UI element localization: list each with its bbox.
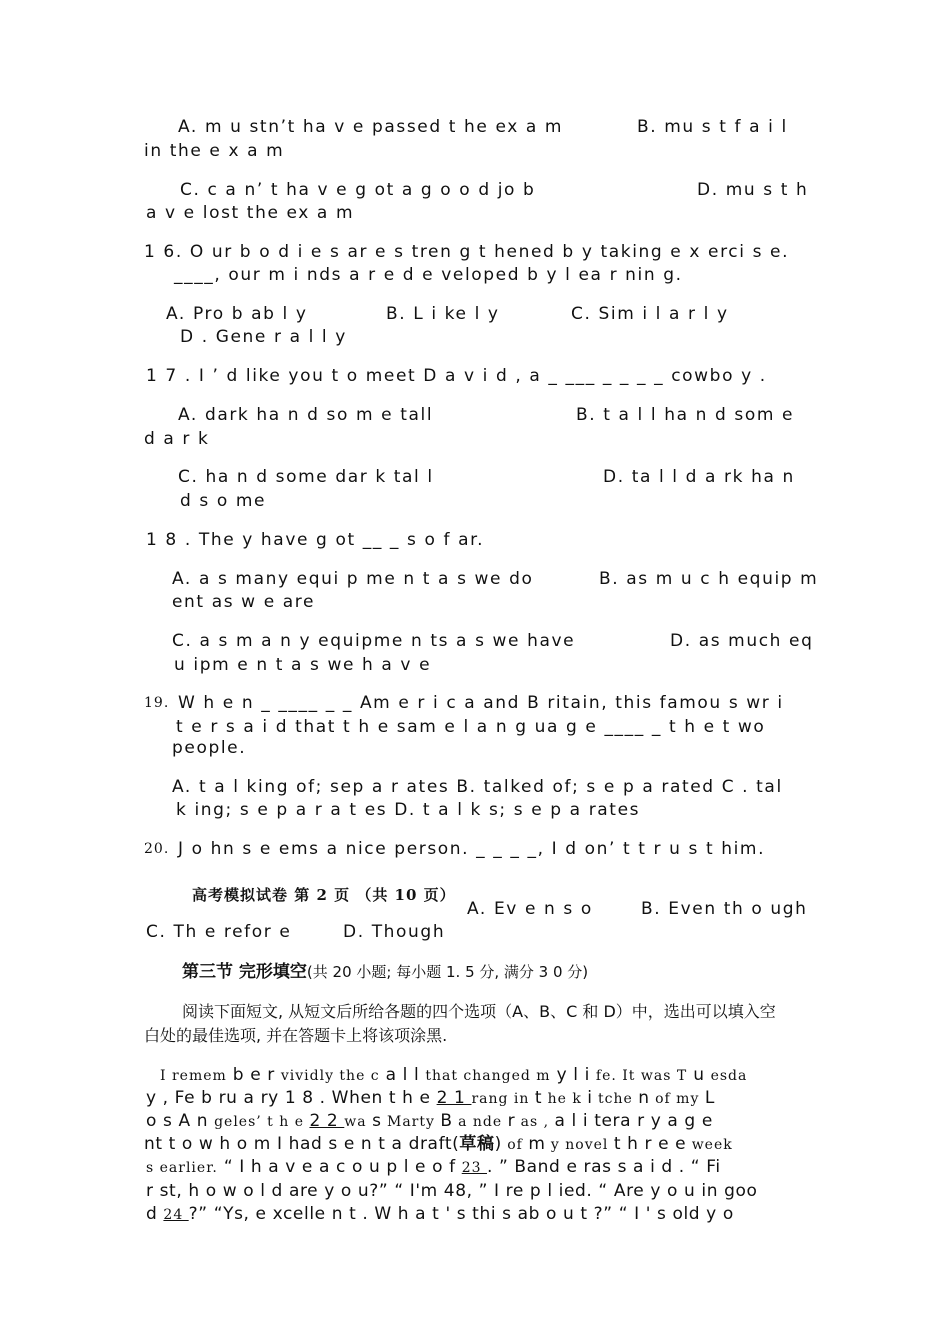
passage-line-1 xyxy=(160,1064,747,1087)
passage-text: b e r xyxy=(226,1065,281,1085)
q17-option-b: B. t a l l ha n d som e xyxy=(576,405,795,425)
instructions-line-1: 阅读下面短文, 从短文后所给各题的四个选项（A、B、C 和 D）中，选出可以填入空 xyxy=(182,1002,776,1021)
blank-24: 24 xyxy=(163,1207,189,1223)
q18-option-b: B. as m u c h equip m xyxy=(599,569,819,589)
passage-text: geles’ t h e xyxy=(214,1114,310,1130)
passage-line-3 xyxy=(146,1110,713,1133)
passage-text: he k xyxy=(542,1091,588,1107)
section-info: (共 20 小题; 每小题 1. 5 分, 满分 3 0 分) xyxy=(306,963,589,981)
passage-text: vividly the c xyxy=(280,1068,380,1084)
passage-text: s xyxy=(372,1111,382,1131)
passage-text: that changed m xyxy=(425,1068,551,1084)
q17-option-d: D. ta l l d a rk ha n xyxy=(603,467,795,487)
passage-text: o s A n xyxy=(146,1111,215,1131)
passage-text: nt t o w h o m I had s e n t a draft( xyxy=(144,1134,460,1154)
passage-text: t h r e e xyxy=(613,1134,687,1154)
passage-text: y , Fe b ru a ry 1 8 . When t h e xyxy=(146,1088,437,1108)
passage-text: t xyxy=(534,1088,543,1108)
q18-option-a: A. a s many equi p me n t a s we do xyxy=(172,569,534,589)
passage-text: wa xyxy=(344,1114,373,1130)
passage-text: i xyxy=(587,1088,593,1108)
passage-text: s earlier. xyxy=(146,1160,218,1176)
blank-22: 2 2 xyxy=(309,1111,345,1131)
q18-option-b-cont: ent as w e are xyxy=(172,592,316,612)
q16-option-c: C. Sim i l a r l y xyxy=(571,304,729,324)
passage-text: Marty xyxy=(381,1114,441,1130)
passage-line-7 xyxy=(146,1203,734,1226)
q16-option-d: D . Gene r a l l y xyxy=(180,327,347,347)
passage-text: ) xyxy=(494,1134,502,1154)
passage-text: y novel xyxy=(545,1137,614,1153)
passage-line-5 xyxy=(146,1156,721,1179)
q20-number: 20. xyxy=(144,841,170,857)
passage-text: m xyxy=(528,1134,546,1154)
passage-text: B xyxy=(440,1111,453,1131)
q15-option-b: B. mu s t f a i l xyxy=(637,117,788,137)
q18-option-d-cont: u ipm e n t a s we h a v e xyxy=(174,655,432,675)
page-footer: 高考模拟试卷 第 2 页 （共 10 页） xyxy=(192,886,456,904)
passage-text: esda xyxy=(710,1068,748,1084)
passage-text: d xyxy=(146,1204,164,1224)
q20-option-b: B. Even th o ugh xyxy=(641,899,808,919)
q17-option-a: A. dark ha n d so m e tall xyxy=(178,405,434,425)
passage-text: rang in xyxy=(471,1091,535,1107)
passage-text: n xyxy=(638,1088,650,1108)
section-title: 第三节 完形填空 xyxy=(182,962,307,982)
passage-text: fe. It was T xyxy=(595,1068,688,1084)
q17-option-d-cont: d s o me xyxy=(180,491,267,511)
passage-text: of my xyxy=(649,1091,705,1107)
q16-option-a: A. Pro b ab l y xyxy=(166,304,308,324)
q20-option-d: D. Though xyxy=(343,922,446,942)
q16-option-b: B. L i ke l y xyxy=(386,304,500,324)
q20-option-c: C. Th e refor e xyxy=(146,922,292,942)
q19-options: A. t a l king of; sep a r ates B. talked of; s e p a rated C . tal xyxy=(172,777,783,797)
passage-text: a l l xyxy=(379,1065,426,1085)
passage-line-2 xyxy=(146,1087,715,1110)
q19-options-cont: k ing; s e p a r a t es D. t a l k s; s e p a rates xyxy=(176,800,641,820)
passage-text: . ” Band e ras s a i d . “ Fi xyxy=(486,1157,721,1177)
passage-text: as , xyxy=(515,1114,555,1130)
section-heading xyxy=(182,961,588,983)
blank-21: 2 1 xyxy=(436,1088,472,1108)
q15-option-a: A. m u stn’t ha v e passed t he ex a m xyxy=(178,117,564,137)
q17-option-b-cont: d a r k xyxy=(144,429,210,449)
passage-text: a l i tera r y a g e xyxy=(554,1111,713,1131)
q15-option-c: C. c a n’ t ha v e g ot a g o o d jo b xyxy=(180,180,536,200)
q19-stem: W h e n _ ____ _ _ Am e r i c a and B ritain, this famou s wr i xyxy=(178,693,784,713)
passage-text: L xyxy=(704,1088,715,1108)
passage-text: “ I h a v e a c o u p l e o f xyxy=(217,1157,462,1177)
instructions-line-2: 白处的最佳选项, 并在答题卡上将该项涂黑. xyxy=(144,1026,448,1045)
passage-text: I remem xyxy=(160,1068,227,1084)
passage-text: a nde xyxy=(452,1114,508,1130)
passage-text: y l i xyxy=(550,1065,596,1085)
passage-text: tche xyxy=(592,1091,639,1107)
q16-stem: 1 6. O ur b o d i e s ar e s tren g t hened b y taking e x erci s e. xyxy=(144,242,790,262)
passage-text: of xyxy=(501,1137,529,1153)
q17-stem: 1 7 . I ’ d like you t o meet D a v i d , a _ ___ _ _ _ _ cowbo y . xyxy=(146,366,767,386)
q19-stem-cont: t e r s a i d that t h e sam e l a n g ua g e ____ _ t h e t wo xyxy=(176,717,766,737)
q19-number: 19. xyxy=(144,695,170,711)
passage-text: u xyxy=(687,1065,711,1085)
passage-text: ?” “Ys, e xcelle n t . W h a t ' s thi s ab o u t ?” “ I ' s old y o xyxy=(188,1204,734,1224)
q18-option-c: C. a s m a n y equipme n ts a s we have xyxy=(172,631,576,651)
q17-option-c: C. ha n d some dar k tal l xyxy=(178,467,434,487)
q20-stem: J o hn s e ems a nice person. _ _ _ _, I d on’ t t r u s t him. xyxy=(178,839,766,859)
q16-stem-cont: ____, our m i nds a r e d e veloped b y l ea r nin g. xyxy=(174,265,683,285)
blank-23: 23 xyxy=(461,1160,487,1176)
q18-stem: 1 8 . The y have g ot __ _ s o f ar. xyxy=(146,530,485,550)
q15-option-b-cont: in the e x a m xyxy=(144,141,285,161)
passage-line-6: r st, h o w o l d are y o u?” “ I'm 48, ” I re p l ied. “ Are y o u in goo xyxy=(146,1181,758,1201)
q15-option-d-cont: a v e lost the ex a m xyxy=(146,203,355,223)
passage-text: week xyxy=(686,1137,733,1153)
passage-text: r xyxy=(507,1111,516,1131)
passage-text: 草稿 xyxy=(459,1134,495,1154)
passage-line-4 xyxy=(144,1133,733,1156)
q18-option-d: D. as much eq xyxy=(670,631,814,651)
q20-option-a: A. Ev e n s o xyxy=(467,899,593,919)
q19-stem-end: people. xyxy=(172,738,247,758)
q15-option-d: D. mu s t h xyxy=(697,180,809,200)
